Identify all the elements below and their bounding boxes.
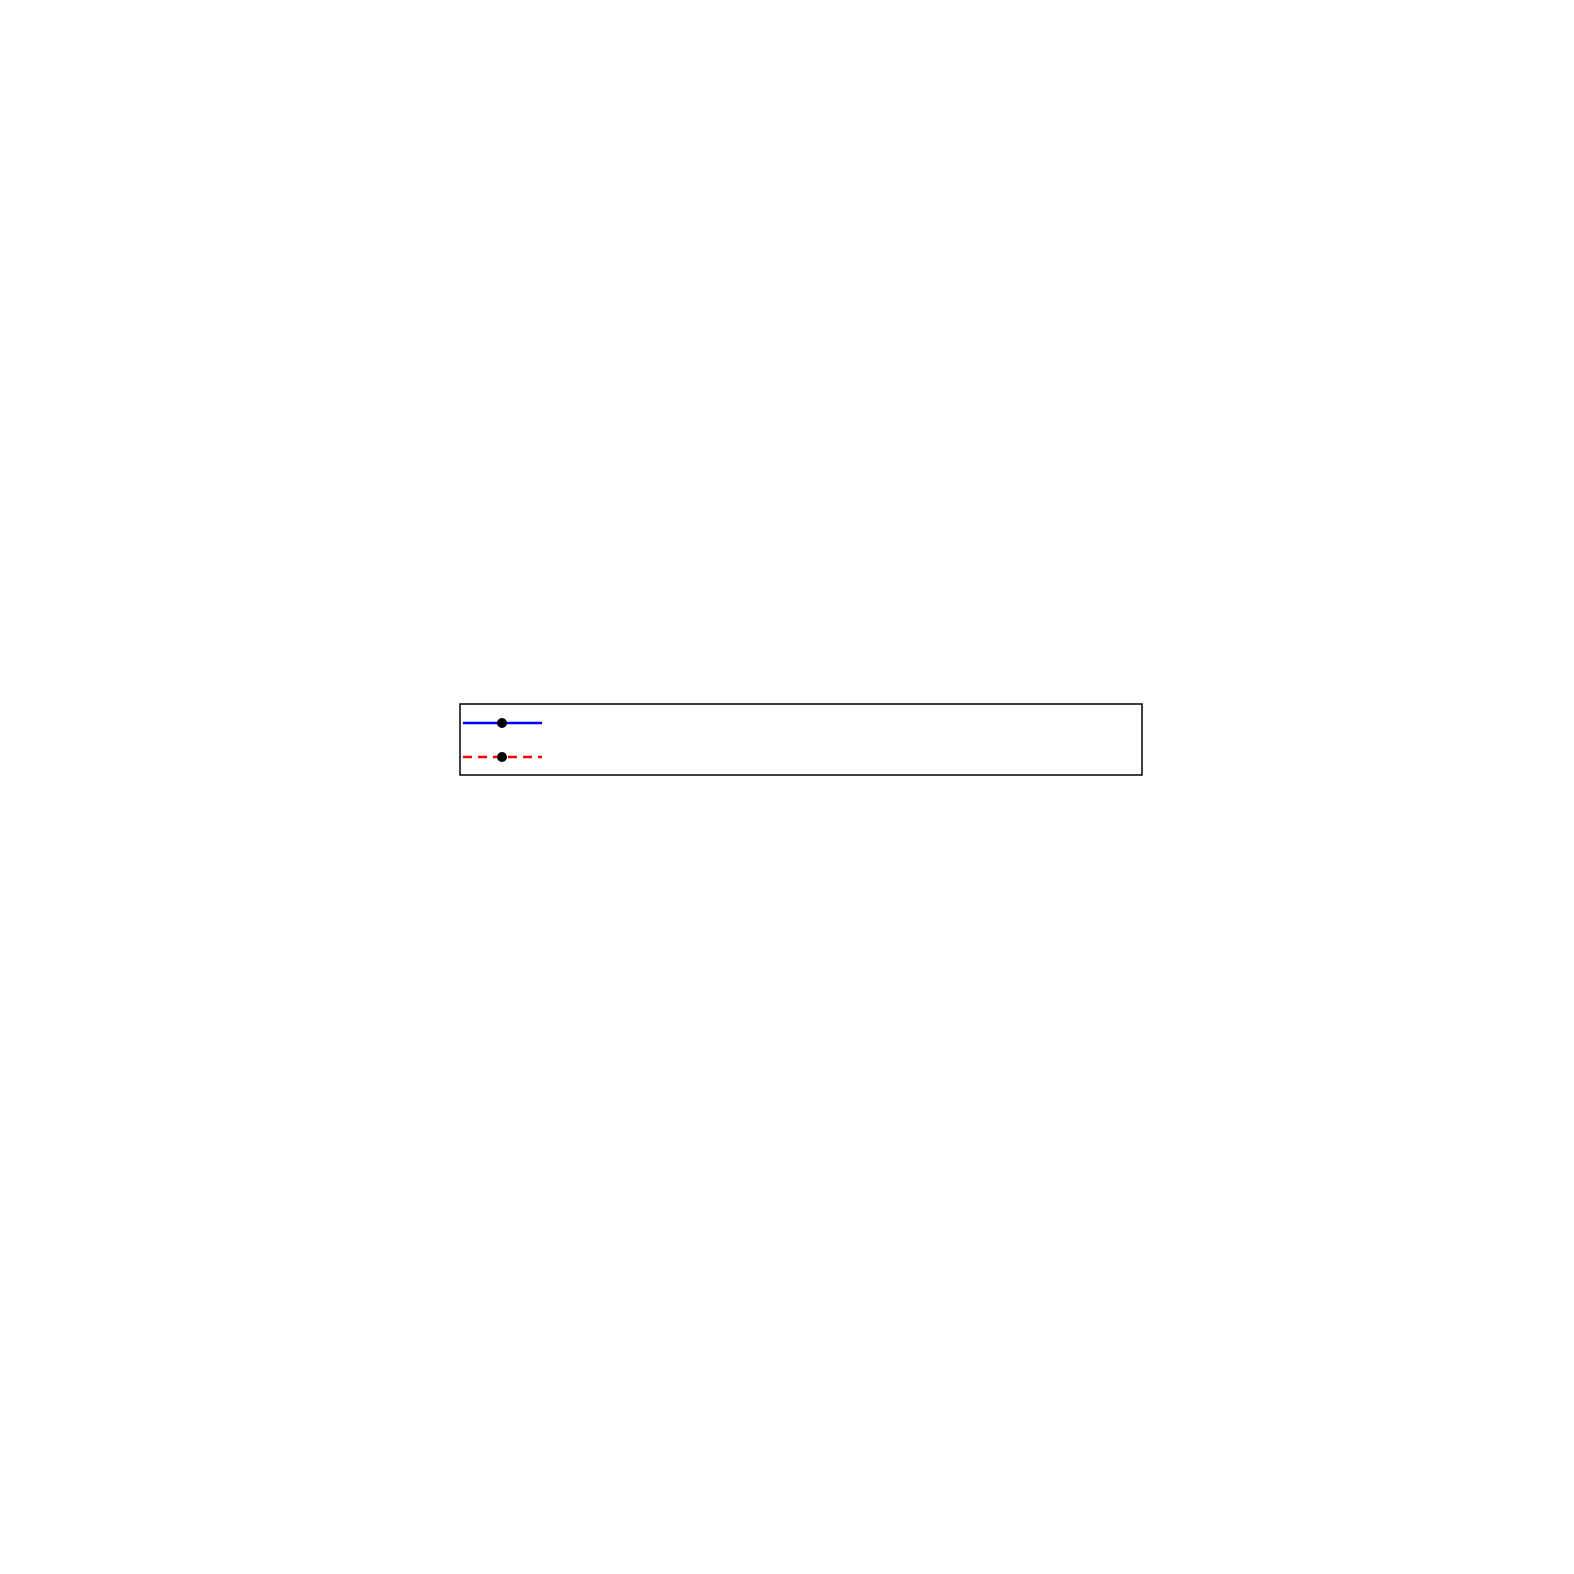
legend-marker-model — [497, 752, 507, 762]
legend-box — [460, 704, 1142, 775]
legend — [460, 704, 1142, 775]
legend-marker-arm — [497, 718, 507, 728]
